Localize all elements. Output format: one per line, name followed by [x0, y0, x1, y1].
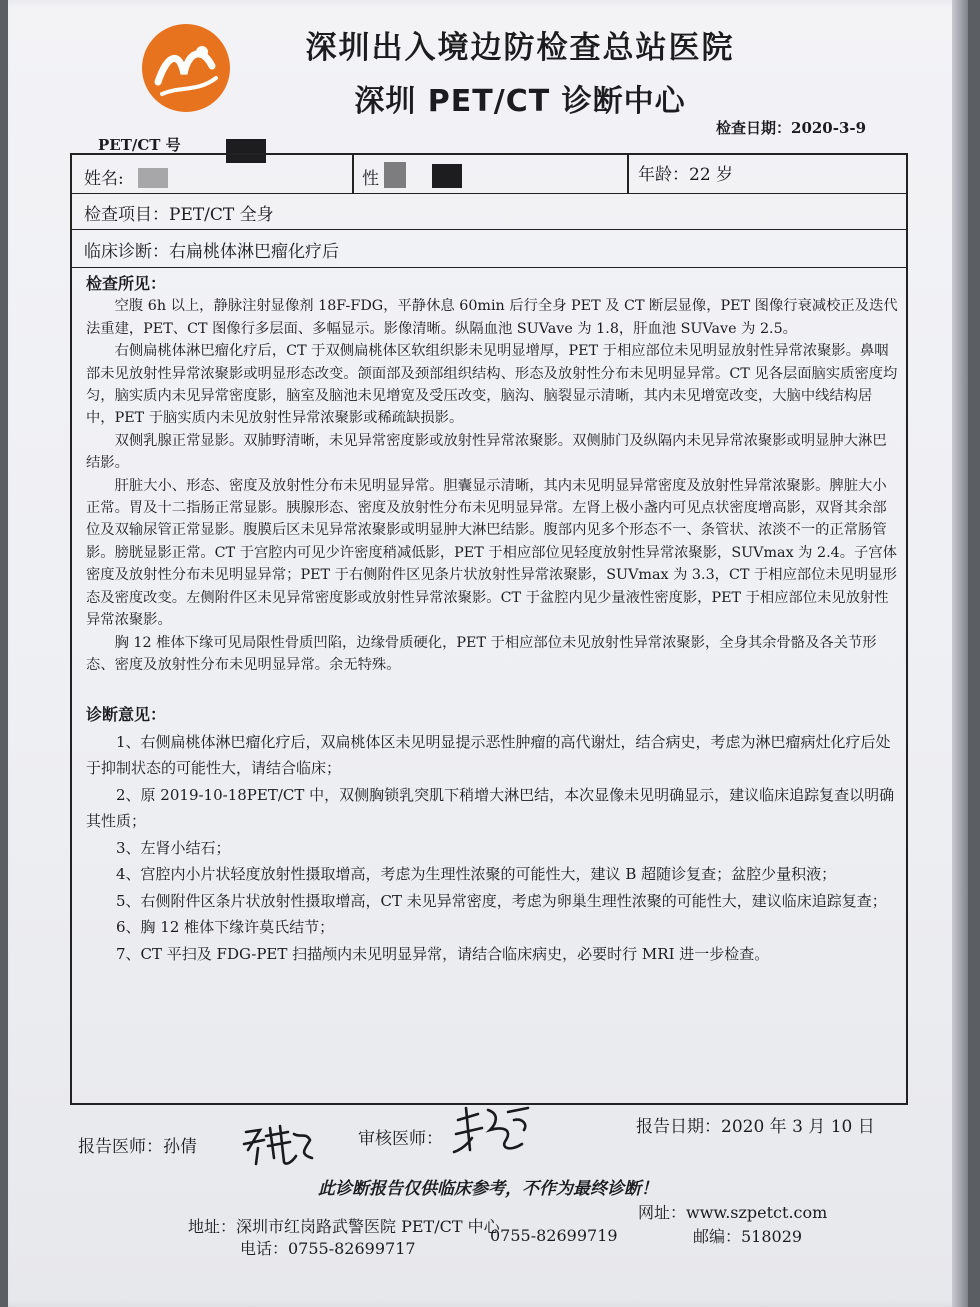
diagnosis-item: 3、左肾小结石；: [116, 838, 231, 857]
address: 地址：深圳市红岗路武警医院 PET/CT 中心: [188, 1217, 500, 1236]
findings-paragraph: 肝脏大小、形态、密度及放射性分布未见明显异常。胆囊显示清晰，其内未见明显异常密度及放射性异常浓聚影。脾脏大小正常。胃及十二指肠正常显影。胰腺形态、密度及放射性分布未见明显异常。左肾上极小盏内可见点状密度增高影，双肾其余部位及双输尿管正常显影。腹膜后区未见异常浓聚影或明显肿大淋巴结影。腹部内见多个形态不一、条管状、浓淡不一的正常肠管影。膀胱显影正常。CT 于宫腔内可见少许密度稍减低影，PET 于相应部位见轻度放射性异常浓聚影，SUVmax 为 2.4。子宫体密度及放射性分布未见明显异常；PET 于右侧附件区见条片状放射性异常浓聚影，SUVmax 为 3.3，CT 于相应部位未见明显形态及密度改变。左侧附件区未见异常密度影或放射性异常浓聚影。CT 于盆腔内见少量液性密度影，PET 于相应部位未见放射性异常浓聚影。: [86, 477, 897, 629]
exam-date: 检查日期：2020-3-9: [716, 119, 867, 137]
report-doctor: 报告医师：孙倩: [78, 1137, 197, 1157]
diagnosis-item: 5、右侧附件区条片状放射性摄取增高，CT 未见异常密度，考虑为卵巢生理性浓聚的可能性大，建议临床追踪复查；: [116, 891, 887, 910]
diagnosis-item: 4、宫腔内小片状轻度放射性摄取增高，考虑为生理性浓聚的可能性大，建议 B 超随诊复查；盆腔少量积液；: [116, 865, 837, 884]
review-doctor: 审核医师：: [358, 1129, 443, 1149]
hospital-logo-icon: [140, 22, 232, 114]
postcode: 邮编：518029: [693, 1227, 803, 1246]
phone-1: 电话：0755-82699717: [240, 1239, 416, 1258]
report-doctor-signature: [240, 1118, 320, 1172]
report-date: 报告日期：2020 年 3 月 10 日: [636, 1117, 875, 1137]
findings-paragraph: 右侧扁桃体淋巴瘤化疗后，CT 于双侧扁桃体区软组织影未见明显增厚，PET 于相应部位未见明显放射性异常浓聚影。鼻咽部未见放射性异常浓聚影或明显形态改变。颌面部及颈部组织结构、形态及放射性分布未见明显异常。CT 见各层面脑实质密度均匀，脑实质内未见异常密度影，脑室及脑池未见增宽及受压改变，脑沟、脑裂显示清晰，其内未见增宽改变，大脑中线结构居中，PET 于脑实质内未见放射性异常浓聚影或稀疏缺损影。: [86, 343, 898, 427]
diagnosis-item: 6、胸 12 椎体下缘许莫氏结节；: [116, 918, 335, 937]
report-body: [86, 273, 898, 967]
clinical-diagnosis: 临床诊断：右扁桃体淋巴瘤化疗后: [84, 242, 339, 262]
name-label: 姓名:: [84, 169, 124, 189]
diagnosis-heading: 诊断意见：: [86, 705, 167, 725]
center-name-title: 深圳 PET/CT 诊断中心: [354, 84, 686, 119]
paper-edge-shadow: [952, 0, 968, 1307]
divider: [352, 155, 354, 193]
findings-paragraph: 双侧乳腺正常显影。双肺野清晰，未见异常密度影或放射性异常浓聚影。双侧肺门及纵隔内未见异常浓聚影或明显肿大淋巴结影。: [86, 432, 887, 472]
findings-paragraph: 胸 12 椎体下缘可见局限性骨质凹陷，边缘骨质硬化，PET 于相应部位未见放射性异常浓聚影，全身其余骨骼及各关节形态、密度及放射性分布未见明显异常。余无特殊。: [86, 634, 877, 673]
hospital-name-title: 深圳出入境边防检查总站医院: [305, 30, 735, 66]
findings-heading: 检查所见：: [86, 274, 167, 293]
report-paper: [8, 0, 968, 1307]
diagnosis-section: [86, 702, 898, 967]
age-value: 年龄：22 岁: [638, 165, 734, 185]
disclaimer: 此诊断报告仅供临床参考，不作为最终诊断！: [318, 1179, 658, 1199]
diagnosis-item: 2、原 2019-10-18PET/CT 中，双侧胸锁乳突肌下稍增大淋巴结，本次显像未见明确显示，建议临床追踪复查以明确其性质；: [86, 785, 895, 831]
findings-paragraph: 空腹 6h 以上，静脉注射显像剂 18F-FDG，平静休息 60min 后行全身 PET 及 CT 断层显像，PET 图像行衰减校正及迭代法重建，PET、CT 图像行多层面、多幅显示。影像清晰。纵隔血池 SUVave 为 1.8，肝血池 SUVave 为 2.5。: [86, 298, 898, 337]
diagnosis-item: 1、右侧扁桃体淋巴瘤化疗后，双扁桃体区未见明显提示恶性肿瘤的高代谢灶，结合病史，考虑为淋巴瘤病灶化疗后处于抑制状态的可能性大，请结合临床；: [86, 732, 891, 778]
phone-2: 0755-82699719: [490, 1226, 618, 1245]
clinical-diagnosis-row: [72, 229, 906, 268]
patient-info-row: [72, 155, 906, 194]
review-doctor-signature: [448, 1100, 538, 1164]
website: 网址：www.szpetct.com: [638, 1203, 828, 1222]
exam-item: 检查项目：PET/CT 全身: [84, 205, 274, 225]
divider: [627, 155, 629, 193]
gender-label: 性: [362, 169, 379, 189]
report-form: [70, 153, 908, 1105]
pet-ct-number-label: PET/CT 号: [98, 136, 181, 154]
diagnosis-item: 7、CT 平扫及 FDG-PET 扫描颅内未见明显异常，请结合临床病史，必要时行 MRI 进一步检查。: [116, 944, 770, 963]
exam-item-row: [72, 193, 906, 230]
